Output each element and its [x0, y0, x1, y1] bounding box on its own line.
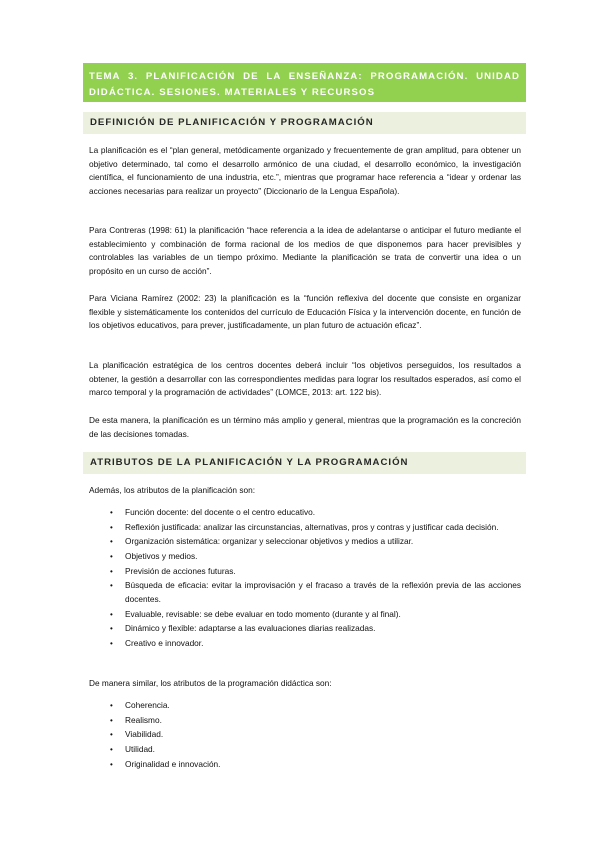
bullet-icon: • — [110, 609, 113, 619]
list-item — [89, 550, 521, 564]
paragraph: De esta manera, la planificación es un término más amplio y general, mientras que la programación es la concreción de las decisiones tomadas. — [89, 415, 521, 439]
list-item-text: Creativo e innovador. — [125, 638, 204, 648]
list-item — [89, 728, 521, 742]
paragraph: Para Contreras (1998: 61) la planificación “hace referencia a la idea de adelantarse o anticipar el futuro mediante el establecimiento y combinación de forma racional de los medios de que disponemos para hacer previsibles y controlables las variables de un tiempo próximo. Mediante la planificación se trata de convertir una idea o un propósito en un curso de acción”. — [89, 225, 521, 276]
bullet-icon: • — [110, 552, 113, 562]
bullet-icon: • — [110, 730, 113, 740]
list-item — [89, 565, 521, 579]
bullet-icon: • — [110, 715, 113, 725]
list-item-text: Reflexión justificada: analizar las circunstancias, alternativas, pros y contras y justificar cada decisión. — [125, 521, 499, 532]
list-item-text: Viabilidad. — [125, 729, 164, 740]
title-banner — [83, 63, 526, 102]
list-item-text: Coherencia. — [125, 700, 170, 710]
bullet-icon: • — [110, 522, 113, 532]
bullet-icon: • — [110, 624, 113, 634]
list-item-text: Realismo. — [125, 714, 162, 725]
document-title: TEMA 3. PLANIFICACIÓN DE LA ENSEÑANZA: PROGRAMACIÓN. UNIDAD DIDÁCTICA. SESIONES. MATERIALES Y RECURSOS — [89, 71, 520, 98]
bullet-icon: • — [110, 639, 113, 648]
list-item — [89, 758, 521, 772]
list-item-text: Previsión de acciones futuras. — [125, 565, 236, 576]
list-item — [89, 506, 521, 520]
bullet-icon: • — [110, 537, 113, 547]
section-heading-text: DEFINICIÓN DE PLANIFICACIÓN Y PROGRAMACIÓN — [90, 117, 374, 128]
list-item-text: Dinámico y flexible: adaptarse a las evaluaciones diarias realizadas. — [125, 623, 376, 634]
list-item — [89, 743, 521, 757]
list-item-text: Utilidad. — [125, 744, 155, 755]
list-item-text: Originalidad e innovación. — [125, 758, 221, 769]
paragraph: La planificación estratégica de los centros docentes deberá incluir “los objetivos perseguidos, los resultados a obtener, la gestión a desarrollar con las correspondientes medidas para lograr los resultados esperados, así como el marco temporal y la programación de actividades” (LOMCE, 2013: art. 122 bis). — [89, 360, 521, 397]
paragraph: De manera similar, los atributos de la programación didáctica son: — [89, 678, 332, 688]
planning-attributes-list — [89, 506, 521, 652]
programming-attributes-list — [89, 699, 521, 772]
list-item — [89, 714, 521, 728]
paragraph: La planificación es el “plan general, metódicamente organizado y frecuentemente de gran amplitud, para obtener un objetivo determinado, tal como el desarrollo armónico de una ciudad, el desarrollo económico, la investigación científica, el funcionamiento de una industria, etc.”, mientras que programar hace referencia a “idear y ordenar las acciones necesarias para realizar un proyecto” (Diccionario de la Lengua Española). — [89, 145, 521, 196]
list-item — [89, 622, 521, 636]
bullet-icon: • — [110, 566, 113, 576]
list-item-text: Función docente: del docente o el centro educativo. — [125, 507, 316, 517]
list-item — [89, 521, 521, 535]
section-heading-attributes — [83, 452, 526, 474]
list-item — [89, 608, 521, 622]
bullet-icon: • — [110, 508, 113, 517]
list-item-text: Búsqueda de eficacia: evitar la improvisación y el fracaso a través de la reflexión previa de las acciones docentes. — [125, 580, 521, 604]
paragraph: Además, los atributos de la planificación son: — [89, 485, 256, 495]
list-item-text: Organización sistemática: organizar y seleccionar objetivos y medios a utilizar. — [125, 536, 414, 547]
list-item — [89, 579, 521, 606]
bullet-icon: • — [110, 745, 113, 755]
bullet-icon: • — [110, 701, 113, 710]
paragraph: Para Viciana Ramírez (2002: 23) la planificación es la “función reflexiva del docente que consiste en organizar flexible y sistemáticamente los contenidos del currículo de Educación Física y la intervención docente, en función de los objetivos educativos, para prever, justificadamente, un plan futuro de actuación eficaz”. — [89, 293, 521, 330]
section-heading-definition — [83, 112, 526, 134]
list-item-text: Evaluable, revisable: se debe evaluar en todo momento (durante y al final). — [125, 608, 401, 619]
list-item — [89, 699, 521, 713]
list-item — [89, 535, 521, 549]
bullet-icon: • — [110, 759, 113, 769]
list-item — [89, 637, 521, 651]
section-heading-text: ATRIBUTOS DE LA PLANIFICACIÓN Y LA PROGRAMACIÓN — [90, 457, 409, 468]
list-item-text: Objetivos y medios. — [125, 551, 198, 562]
bullet-icon: • — [110, 581, 113, 591]
